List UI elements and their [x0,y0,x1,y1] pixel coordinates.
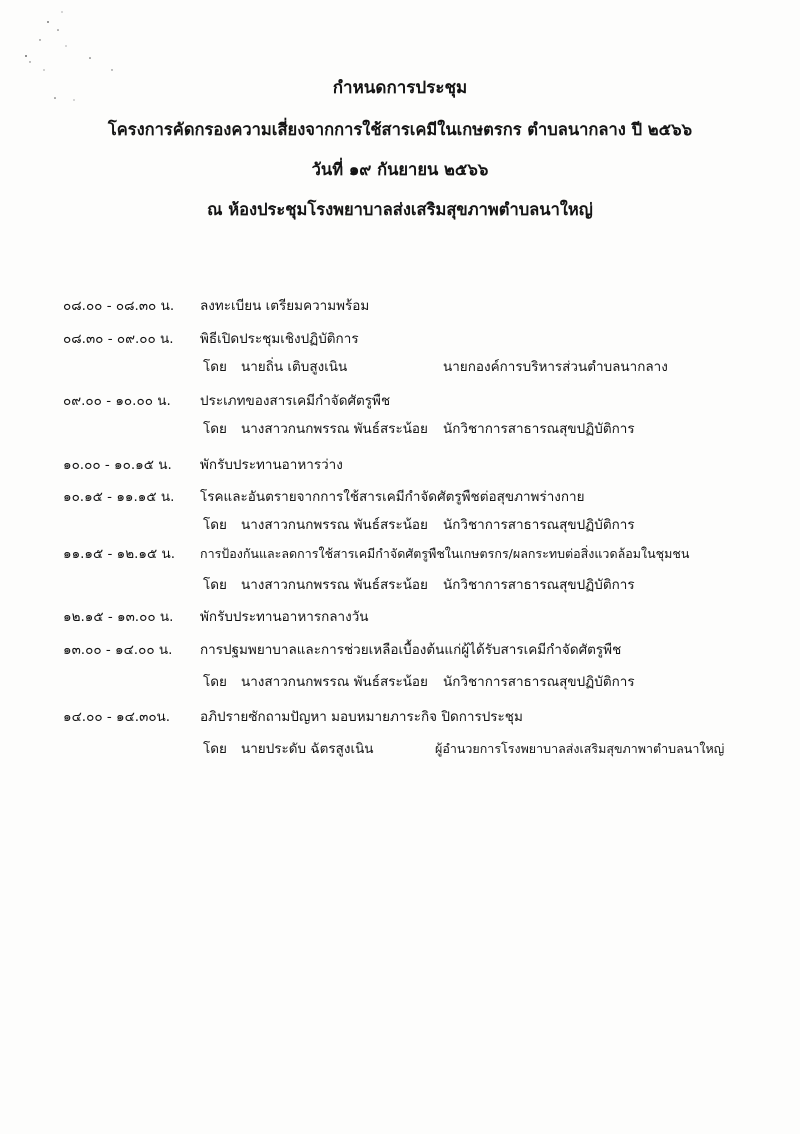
speaker-name: นางสาวกนกพรรณ พันธ์สระน้อย [241,517,428,533]
agenda-item [0,390,800,412]
speaker-role: นักวิชาการสาธารณสุขปฏิบัติการ [443,577,635,593]
agenda-topic: ประเภทของสารเคมีกำจัดศัตรูพืช [200,393,391,409]
speaker-role: ผู้อำนวยการโรงพยาบาลส่งเสริมสุขภาพาตำบลนาใหญ่ [435,741,725,756]
speaker-name: นางสาวกนกพรรณ พันธ์สระน้อย [241,421,428,437]
speaker-name: นางสาวกนกพรรณ พันธ์สระน้อย [241,577,428,593]
agenda-time: ๐๘.๐๐ - ๐๘.๓๐ น. [63,298,175,314]
agenda-speaker-line [0,738,800,760]
meeting-venue: ณ ห้องประชุมโรงพยาบาลส่งเสริมสุขภาพตำบลนาใหญ่ [207,200,593,219]
speaker-prefix: โดย [203,741,227,757]
agenda-topic: โรคและอันตรายจากการใช้สารเคมีกำจัดศัตรูพืชต่อสุขภาพร่างกาย [200,489,585,505]
agenda-item [0,454,800,476]
agenda-topic: อภิปรายซักถามปัญหา มอบหมายภาระกิจ ปิดการประชุม [200,709,523,725]
agenda-item [0,486,800,508]
agenda-time: ๑๐.๐๐ - ๑๐.๑๕ น. [63,457,172,473]
speaker-name: นางสาวกนกพรรณ พันธ์สระน้อย [241,674,428,690]
speaker-role: นักวิชาการสาธารณสุขปฏิบัติการ [443,421,635,437]
agenda-item [0,328,800,350]
agenda-item [0,295,800,317]
speaker-prefix: โดย [203,359,227,375]
agenda-speaker-line [0,671,800,693]
document-title: กำหนดการประชุม [332,78,468,98]
agenda-topic: การปฐมพยาบาลและการช่วยเหลือเบื้องต้นแก่ผู้ได้รับสารเคมีกำจัดศัตรูพืช [200,642,622,658]
meeting-date: วันที่ ๑๙ กันยายน ๒๕๖๖ [311,160,489,179]
agenda-time: ๐๙.๐๐ - ๑๐.๐๐ น. [63,393,171,409]
agenda-time: ๑๑.๑๕ - ๑๒.๑๕ น. [63,546,176,562]
speaker-prefix: โดย [203,577,227,593]
agenda-speaker-line [0,418,800,440]
agenda-item [0,606,800,628]
speaker-role: นักวิชาการสาธารณสุขปฏิบัติการ [443,674,635,690]
speaker-prefix: โดย [203,421,227,437]
agenda-topic: พักรับประทานอาหารกลางวัน [200,609,369,625]
speaker-prefix: โดย [203,674,227,690]
project-title: โครงการคัดกรองความเสี่ยงจากการใช้สารเคมีในเกษตรกร ตำบลนากลาง ปี ๒๕๖๖ [107,120,693,139]
agenda-time: ๑๒.๑๕ - ๑๓.๐๐ น. [63,609,174,625]
speaker-name: นายประดับ ฉัตรสูงเนิน [241,741,374,757]
speaker-name: นายถิ่น เติบสูงเนิน [241,359,348,375]
speaker-prefix: โดย [203,517,227,533]
agenda-speaker-line [0,514,800,536]
agenda-topic: ลงทะเบียน เตรียมความพร้อม [200,298,370,314]
agenda-time: ๑๓.๐๐ - ๑๔.๐๐ น. [63,642,173,658]
agenda-time: ๑๔.๐๐ - ๑๔.๓๐น. [63,709,171,725]
speaker-role: นักวิชาการสาธารณสุขปฏิบัติการ [443,517,635,533]
agenda-item [0,543,800,565]
agenda-topic: การป้องกันและลดการใช้สารเคมีกำจัดศัตรูพืชในเกษตรกร/ผลกระทบต่อสิ่งแวดล้อมในชุมชน [200,546,690,561]
agenda-speaker-line [0,356,800,378]
agenda-topic: พิธีเปิดประชุมเชิงปฏิบัติการ [200,331,359,347]
agenda-item [0,706,800,728]
speaker-role: นายกองค์การบริหารส่วนตำบลนากลาง [443,359,668,375]
agenda-topic: พักรับประทานอาหารว่าง [200,457,343,473]
agenda-speaker-line [0,574,800,596]
agenda-time: ๐๘.๓๐ - ๐๙.๐๐ น. [63,331,174,347]
agenda-time: ๑๐.๑๕ - ๑๑.๑๕ น. [63,489,175,505]
agenda-item [0,639,800,661]
